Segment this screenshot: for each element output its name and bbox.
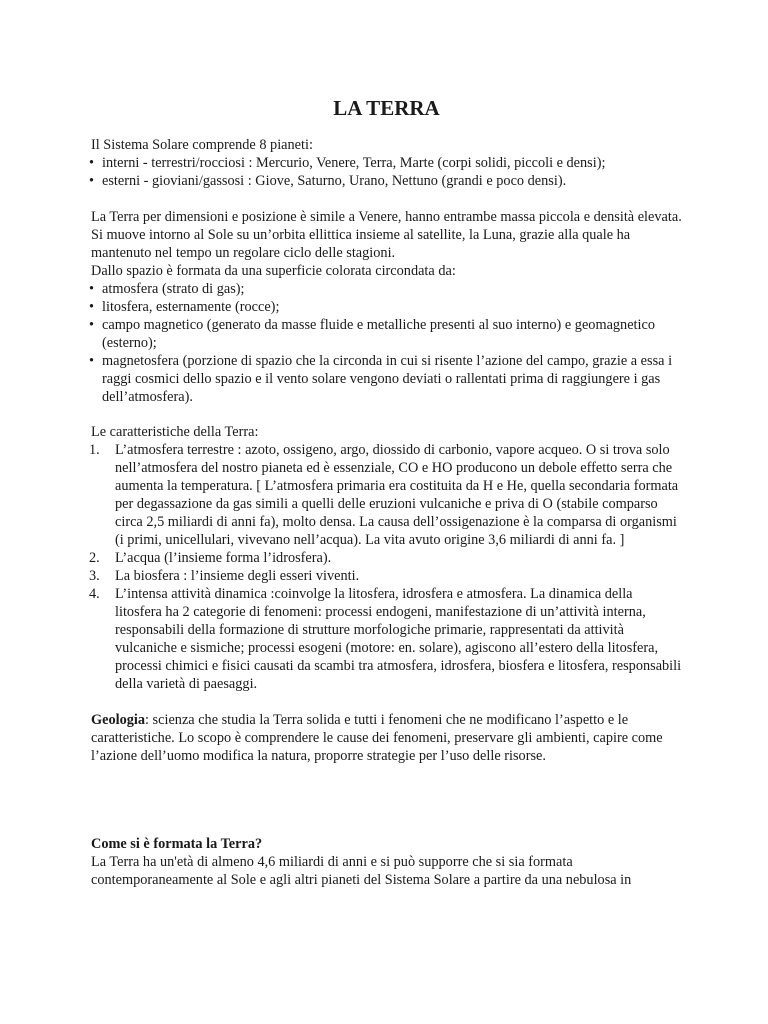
list-item-feature-3 [91, 567, 682, 585]
geology-definition: : scienza che studia la Terra solida e tutti i fenomeni che ne modificano l’aspetto e le caratteristiche. Lo scopo è comprendere le cause dei fenomeni, preservare gli ambienti, capire come l’azione dell’uomo modifica la natura, proporre strategie per l’uso delle risorse. [91, 712, 663, 764]
list-item-feature-1 [91, 441, 682, 549]
list-item-feature-2 [91, 549, 682, 567]
list-item-lithosphere: • litosfera, esternamente (rocce); [91, 298, 682, 316]
list-number: 3. [89, 568, 100, 584]
list-item-magnetic-field: • campo magnetico (generato da masse fluide e metalliche presenti al suo interno) e geomagnetico (esterno); [91, 316, 682, 352]
space-intro: Dallo spazio è formata da una superficie colorata circondata da: [91, 263, 456, 279]
geology-paragraph [91, 711, 682, 765]
list-item-text: La biosfera : l’insieme degli esseri viventi. [115, 568, 360, 584]
section-heading [91, 835, 682, 853]
list-number: 4. [89, 586, 100, 602]
features-list [91, 441, 682, 693]
list-number: 2. [89, 550, 100, 566]
formation-paragraph: La Terra ha un'età di almeno 4,6 miliardi di anni e si può supporre che si sia formata contemporaneamente al Sole e agli altri pianeti del Sistema Solare a partire da una nebulosa in [91, 854, 632, 888]
page-title: LA TERRA [333, 96, 440, 120]
earth-paragraph: La Terra per dimensioni e posizione è simile a Venere, hanno entrambe massa piccola e densità elevata. Si muove intorno al Sole su un’orbita ellittica insieme al satellite, la Luna, grazie alla quale ha mantenuto nel tempo un regolare ciclo delle stagioni. [91, 209, 682, 261]
solar-system-intro: Il Sistema Solare comprende 8 pianeti: [91, 137, 313, 153]
spacer [91, 765, 682, 835]
features-intro: Le caratteristiche della Terra: [91, 424, 259, 440]
geology-term: Geologia [91, 712, 146, 728]
list-item-text: L’acqua (l’insieme forma l’idrosfera). [115, 550, 332, 566]
formation-heading: Come si è formata la Terra? [91, 836, 263, 852]
planets-list [91, 154, 682, 190]
layers-list [91, 280, 682, 406]
list-item-magnetosphere: • magnetosfera (porzione di spazio che la circonda in cui si risente l’azione del campo, grazie a essa i raggi cosmici dello spazio e il vento solare vengono deviati o rallentati prima di raggiungere i gas dell’atmosfera). [91, 352, 682, 406]
spacer [91, 406, 682, 423]
list-item-atmosphere: • atmosfera (strato di gas); [91, 280, 682, 298]
list-item-text: L’intensa attività dinamica :coinvolge la litosfera, idrosfera e atmosfera. La dinamica della litosfera ha 2 categorie di fenomeni: processi endogeni, manifestazione di un’attività interna, responsabili della formazione di strutture morfologiche primarie, rappresentati da attività vulcaniche e sismiche; processi esogeni (motore: en. solare), agiscono all’estero della litosfera, processi chimici e fisici causati da scambi tra atmosfera, idrosfera, biosfera e litosfera, responsabili della varietà di paesaggi. [115, 586, 682, 692]
spacer [91, 693, 682, 711]
list-number: 1. [89, 442, 100, 458]
list-item-text: L’atmosfera terrestre : azoto, ossigeno, argo, diossido di carbonio, vapore acqueo. O si trova solo nell’atmosfera del nostro pianeta ed è essenziale, CO e HO producono un debole effetto serra che aumenta la temperatura. [ L’atmosfera primaria era costituita da H e He, quella secondaria formata per degassazione da gas simili a quelli delle eruzioni vulcaniche e priva di O (stabile comparso circa 2,5 miliardi di anni fa), molto densa. La causa dell’ossigenazione è la comparsa di organismi (i primi, unicellulari, vivevano nell’acqua). La vita avuto origine 3,6 miliardi di anni fa. ] [115, 442, 679, 548]
list-item-inner-planets: • interni - terrestri/rocciosi : Mercurio, Venere, Terra, Marte (corpi solidi, piccoli e densi); [91, 154, 682, 172]
spacer [91, 190, 682, 208]
list-item-feature-4 [91, 585, 682, 693]
list-item-outer-planets: • esterni - gioviani/gassosi : Giove, Saturno, Urano, Nettuno (grandi e poco densi). [91, 172, 682, 190]
